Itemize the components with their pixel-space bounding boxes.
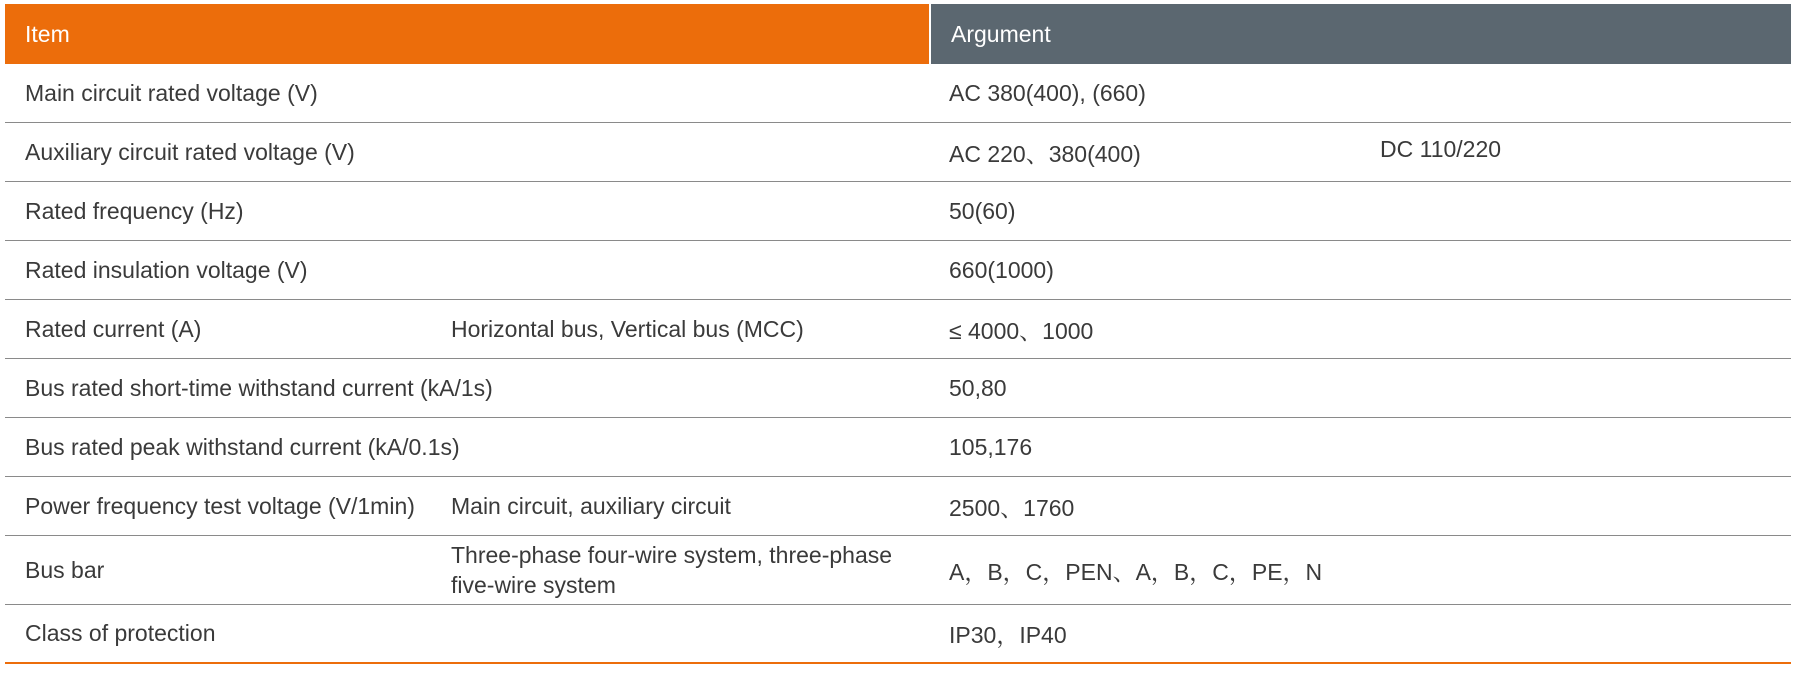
row-value-cell <box>929 434 1791 461</box>
row-item: Bus rated peak withstand current (kA/0.1s) <box>25 433 460 460</box>
row-value: AC 220、380(400) <box>949 140 1141 167</box>
row-value-cell <box>929 490 1791 523</box>
spec-table <box>5 4 1791 664</box>
row-item: Class of protection <box>25 620 216 646</box>
table-row <box>5 477 1791 536</box>
row-item: Auxiliary circuit rated voltage (V) <box>25 138 355 165</box>
header-item: Item <box>5 4 929 64</box>
row-subitem: Horizontal bus, Vertical bus (MCC) <box>451 316 804 342</box>
row-value: 105,176 <box>949 433 1033 460</box>
row-value-cell <box>929 313 1791 346</box>
table-row <box>5 605 1791 664</box>
table-row <box>5 64 1791 123</box>
row-item: Rated frequency (Hz) <box>25 197 244 224</box>
row-value: IP30，IP40 <box>949 622 1067 648</box>
row-item: Power frequency test voltage (V/1min) <box>25 492 415 519</box>
row-item: Bus rated short-time withstand current (kA/1s) <box>25 374 493 401</box>
table-row <box>5 182 1791 241</box>
row-value: AC 380(400), (660) <box>949 79 1146 106</box>
row-value-cell <box>929 80 1791 107</box>
row-value-cell <box>929 136 1791 169</box>
row-item: Main circuit rated voltage (V) <box>25 79 318 106</box>
row-value-cell <box>929 198 1791 225</box>
row-value: 2500、1760 <box>949 494 1075 521</box>
table-header <box>5 4 1791 64</box>
row-subitem: Three-phase four-wire system, three-phase five-wire system <box>451 542 893 598</box>
row-value-secondary: DC 110/220 <box>1380 135 1502 162</box>
row-value-cell <box>929 257 1791 284</box>
row-value-cell <box>929 375 1791 402</box>
row-item: Rated current (A) <box>25 315 202 342</box>
row-value-cell <box>929 554 1791 587</box>
table-row <box>5 300 1791 359</box>
table-row <box>5 536 1791 605</box>
row-value: 50(60) <box>949 197 1016 224</box>
table-row <box>5 418 1791 477</box>
row-value-cell <box>929 617 1791 650</box>
row-value: 50,80 <box>949 374 1007 401</box>
row-value: 660(1000) <box>949 256 1054 283</box>
header-argument: Argument <box>929 4 1791 64</box>
table-row <box>5 359 1791 418</box>
row-value: ≤ 4000、1000 <box>949 317 1094 344</box>
row-value: A，B，C，PEN、A，B，C，PE，N <box>949 558 1323 585</box>
table-row <box>5 241 1791 300</box>
table-row <box>5 123 1791 182</box>
row-subitem: Main circuit, auxiliary circuit <box>451 493 731 519</box>
row-item: Bus bar <box>25 556 105 583</box>
row-item: Rated insulation voltage (V) <box>25 256 308 283</box>
